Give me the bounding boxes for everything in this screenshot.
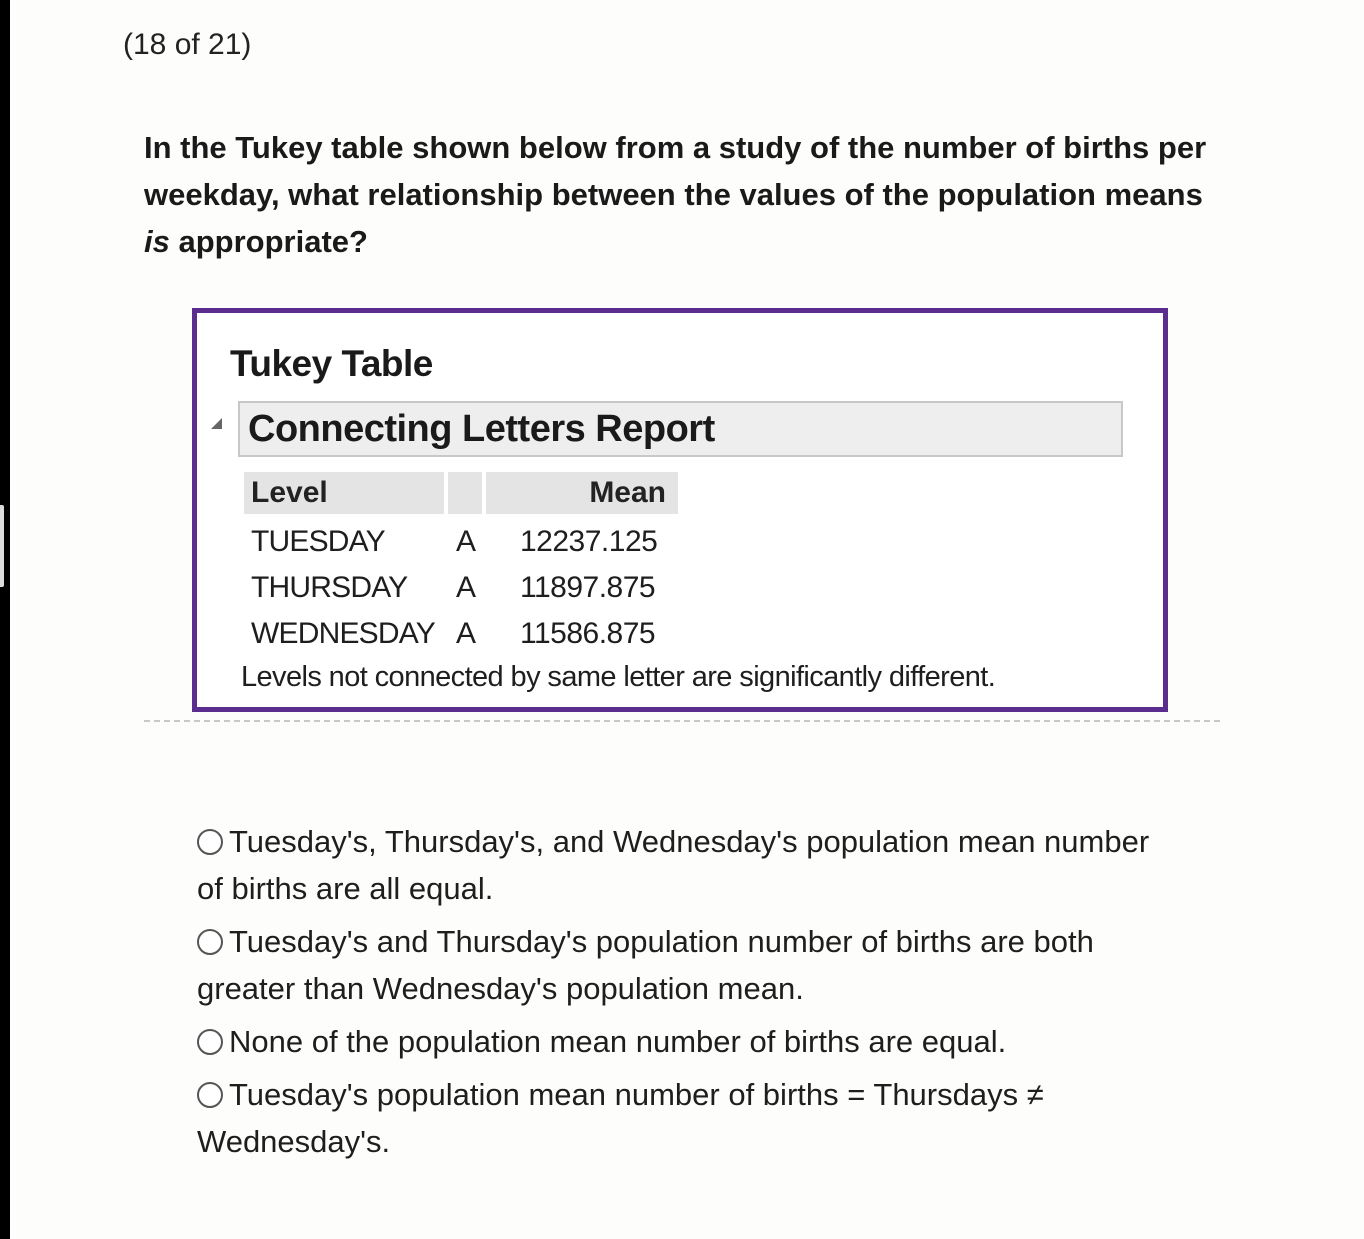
cell-level: WEDNESDAY [251,617,435,650]
question-emphasis: is [144,224,170,259]
cell-letter: A [456,617,477,650]
figure-title: Tukey Table [230,343,433,384]
column-header-level: Level [244,472,444,514]
question-text-part-2: appropriate? [169,224,368,259]
column-header-letter [448,472,482,514]
answer-option-3[interactable] [197,1018,1177,1065]
column-header-mean: Mean [486,472,678,514]
table-footnote: Levels not connected by same letter are significantly different. [241,661,996,693]
cell-level: TUESDAY [251,525,385,558]
cell-mean: 11586.875 [520,617,656,650]
side-scroll-handle[interactable] [0,505,4,587]
report-header [238,401,1123,457]
cell-level: THURSDAY [251,571,408,604]
radio-button-icon[interactable] [197,1082,223,1108]
answer-option-4[interactable] [197,1071,1177,1165]
cell-letter: A [456,571,477,604]
radio-button-icon[interactable] [197,1029,223,1055]
report-title: Connecting Letters Report [248,408,715,450]
question-counter: (18 of 21) [123,28,252,61]
cell-mean: 11897.875 [520,571,656,604]
question-text-part-1: In the Tukey table shown below from a study of the number of births per weekday, what relationship between the values of the population means [144,130,1207,212]
tukey-figure [192,308,1168,712]
answer-option-1[interactable] [197,818,1177,912]
question-text [144,124,1234,265]
radio-button-icon[interactable] [197,829,223,855]
answer-option-label: None of the population mean number of births are equal. [229,1024,1007,1059]
answer-option-label: Tuesday's population mean number of births = Thursdays ≠ Wednesday's. [197,1077,1044,1159]
left-edge-bar [0,0,10,1239]
radio-button-icon[interactable] [197,929,223,955]
section-divider [144,720,1220,722]
disclosure-triangle-icon [211,418,222,429]
answer-option-2[interactable] [197,918,1177,1012]
answer-option-label: Tuesday's and Thursday's population number of births are both greater than Wednesday's population mean. [197,924,1094,1006]
cell-mean: 12237.125 [520,525,658,558]
answer-options [197,818,1177,1171]
answer-option-label: Tuesday's, Thursday's, and Wednesday's population mean number of births are all equal. [197,824,1150,906]
cell-letter: A [456,525,477,558]
